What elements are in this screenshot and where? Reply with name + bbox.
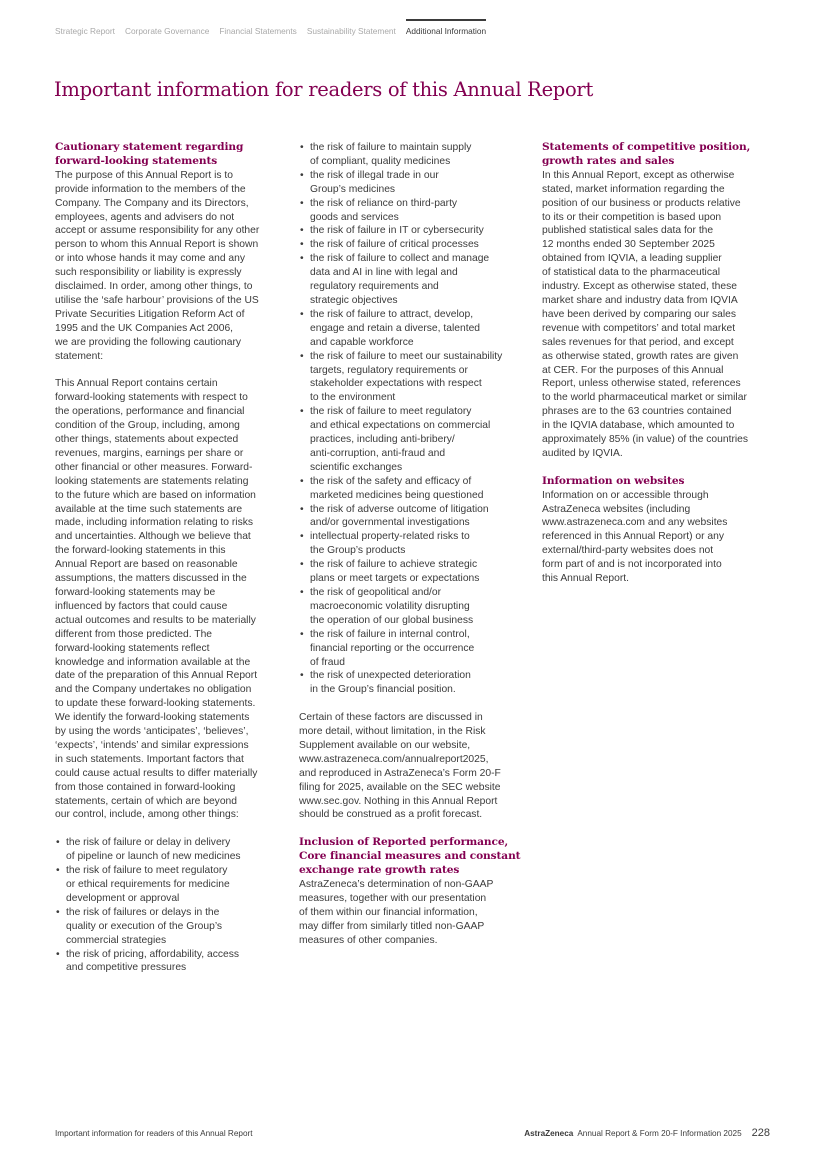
reported-performance-heading: Inclusion of Reported performance, Core financial measures and constant exchange rate growth rates (299, 836, 521, 877)
page-number: 228 (751, 1127, 770, 1139)
section-nav (55, 26, 496, 37)
list-item: • the risk of unexpected deterioration in the Group’s financial position. (299, 669, 531, 697)
list-item: • the risk of reliance on third-party goods and services (299, 197, 531, 225)
websites-heading: Information on websites (542, 474, 685, 487)
footer-brand: AstraZeneca (524, 1129, 574, 1138)
list-item: • the risk of failure to achieve strategic plans or meet targets or expectations (299, 558, 531, 586)
list-item: • the risk of pricing, affordability, access and competitive pressures (55, 948, 287, 976)
risk-factors-paragraph: Certain of these factors are discussed in more detail, without limitation, in the Risk Supplement available on our website, www.astrazeneca.com/annualreport2025, and reproduced in AstraZeneca’s Form 20-F filing for 2025, available on the SEC website www.sec.gov. Nothing in this Annual Report should be construed as a profit forecast. (299, 712, 501, 821)
list-item: • the risk of failure to meet regulatory or ethical requirements for medicine development or approval (55, 864, 287, 906)
column-2 (299, 141, 531, 948)
non-gaap-paragraph: AstraZeneca’s determination of non-GAAP measures, together with our presentation of them within our financial information, may differ from similarly titled non-GAAP measures of other companies. (299, 879, 494, 946)
footer-section-title: Important information for readers of this Annual Report (55, 1129, 253, 1138)
tab-additional-information[interactable]: Additional Information (405, 26, 487, 36)
list-item: • intellectual property-related risks to the Group’s products (299, 530, 531, 558)
column-3 (542, 141, 774, 586)
list-item: • the risk of failure to maintain supply of compliant, quality medicines (299, 141, 531, 169)
list-item: • the risk of failure to meet our sustainability targets, regulatory requirements or stakeholder expectations with respect to the environment (299, 350, 531, 406)
websites-paragraph: Information on or accessible through AstraZeneca websites (including www.astrazeneca.com and any websites referenced in this Annual Report) or any external/third-party websites does not form part of and is not incorporated into this Annual Report. (542, 489, 728, 585)
tab-strategic-report[interactable]: Strategic Report (55, 26, 115, 36)
list-item: • the risk of the safety and efficacy of marketed medicines being questioned (299, 475, 531, 503)
risk-list-2 (299, 141, 531, 697)
cautionary-statement-heading: Cautionary statement regarding forward-looking statements (55, 141, 244, 167)
tab-sustainability-statement[interactable]: Sustainability Statement (306, 26, 396, 36)
list-item: • the risk of failure in internal control, financial reporting or the occurrence of fraud (299, 628, 531, 670)
list-item: • the risk of failure or delay in delivery of pipeline or launch of new medicines (55, 836, 287, 864)
column-1 (55, 141, 287, 975)
footer-document-info (524, 1127, 770, 1139)
list-item: • the risk of adverse outcome of litigation and/or governmental investigations (299, 503, 531, 531)
cautionary-paragraph-2: This Annual Report contains certain forward-looking statements with respect to the operations, performance and financial condition of the Group, including, among other things, statements about expected revenues, margins, earnings per share or other financial or other measures. Forward- looking statements are statements relating to the future which are based on information available at the time such statements are made, including information relating to risks and uncertainties. Although we believe that the forward-looking statements in this Annual Report are based on reasonable assumptions, the matters discussed in the forward-looking statements may be influenced by factors that could cause actual outcomes and results to be materially different from those predicted. The forward-looking statements reflect knowledge and information available at the date of the preparation of this Annual Report and the Company undertakes no obligation to update these forward-looking statements. We identify the forward-looking statements by using the words ‘anticipates’, ‘believes’, ‘expects’, ‘intends’ and similar expressions in such statements. Important factors that could cause actual results to differ materially from those contained in forward-looking statements, certain of which are beyond our control, include, among other things: (55, 378, 258, 821)
risk-list-1 (55, 836, 287, 975)
list-item: • the risk of failure of critical processes (299, 238, 531, 252)
list-item: • the risk of failure to collect and manage data and AI in line with legal and regulatory requirements and strategic objectives (299, 252, 531, 308)
list-item: • the risk of failure to meet regulatory and ethical expectations on commercial practices, including anti-bribery/ anti-corruption, anti-fraud and scientific exchanges (299, 405, 531, 475)
tab-financial-statements[interactable]: Financial Statements (219, 26, 297, 36)
cautionary-paragraph-1: The purpose of this Annual Report is to provide information to the members of the Company. The Company and its Directors, employees, agents and advisers do not accept or assume responsibility for any other person to whom this Annual Report is shown or into whose hands it may come and any such responsibility or liability is expressly disclaimed. In order, among other things, to utilise the ‘safe harbour’ provisions of the US Private Securities Litigation Reform Act of 1995 and the UK Companies Act 2006, we are providing the following cautionary statement: (55, 169, 260, 362)
list-item: • the risk of failure in IT or cybersecurity (299, 224, 531, 238)
list-item: • the risk of geopolitical and/or macroeconomic volatility disrupting the operation of our global business (299, 586, 531, 628)
list-item: • the risk of failures or delays in the quality or execution of the Group’s commercial strategies (55, 906, 287, 948)
competitive-position-paragraph: In this Annual Report, except as otherwise stated, market information regarding the position of our business or products relative to its or their competition is based upon published statistical sales data for the 12 months ended 30 September 2025 obtained from IQVIA, a leading supplier of statistical data to the pharmaceutical industry. Except as otherwise stated, these market share and industry data from IQVIA have been derived by comparing our sales revenue with competitors’ and total market sales revenues for that period, and except as otherwise stated, growth rates are given at CER. For the purposes of this Annual Report, unless otherwise stated, references to the world pharmaceutical market or similar phrases are to the 63 countries contained in the IQVIA database, which amounted to approximately 85% (in value) of the countries audited by IQVIA. (542, 169, 749, 459)
footer-document-title: Annual Report & Form 20-F Information 2025 (577, 1129, 742, 1138)
page-title: Important information for readers of this Annual Report (54, 78, 593, 101)
tab-corporate-governance[interactable]: Corporate Governance (124, 26, 210, 36)
list-item: • the risk of illegal trade in our Group’s medicines (299, 169, 531, 197)
list-item: • the risk of failure to attract, develop, engage and retain a diverse, talented and capable workforce (299, 308, 531, 350)
competitive-position-heading: Statements of competitive position, growth rates and sales (542, 141, 751, 167)
